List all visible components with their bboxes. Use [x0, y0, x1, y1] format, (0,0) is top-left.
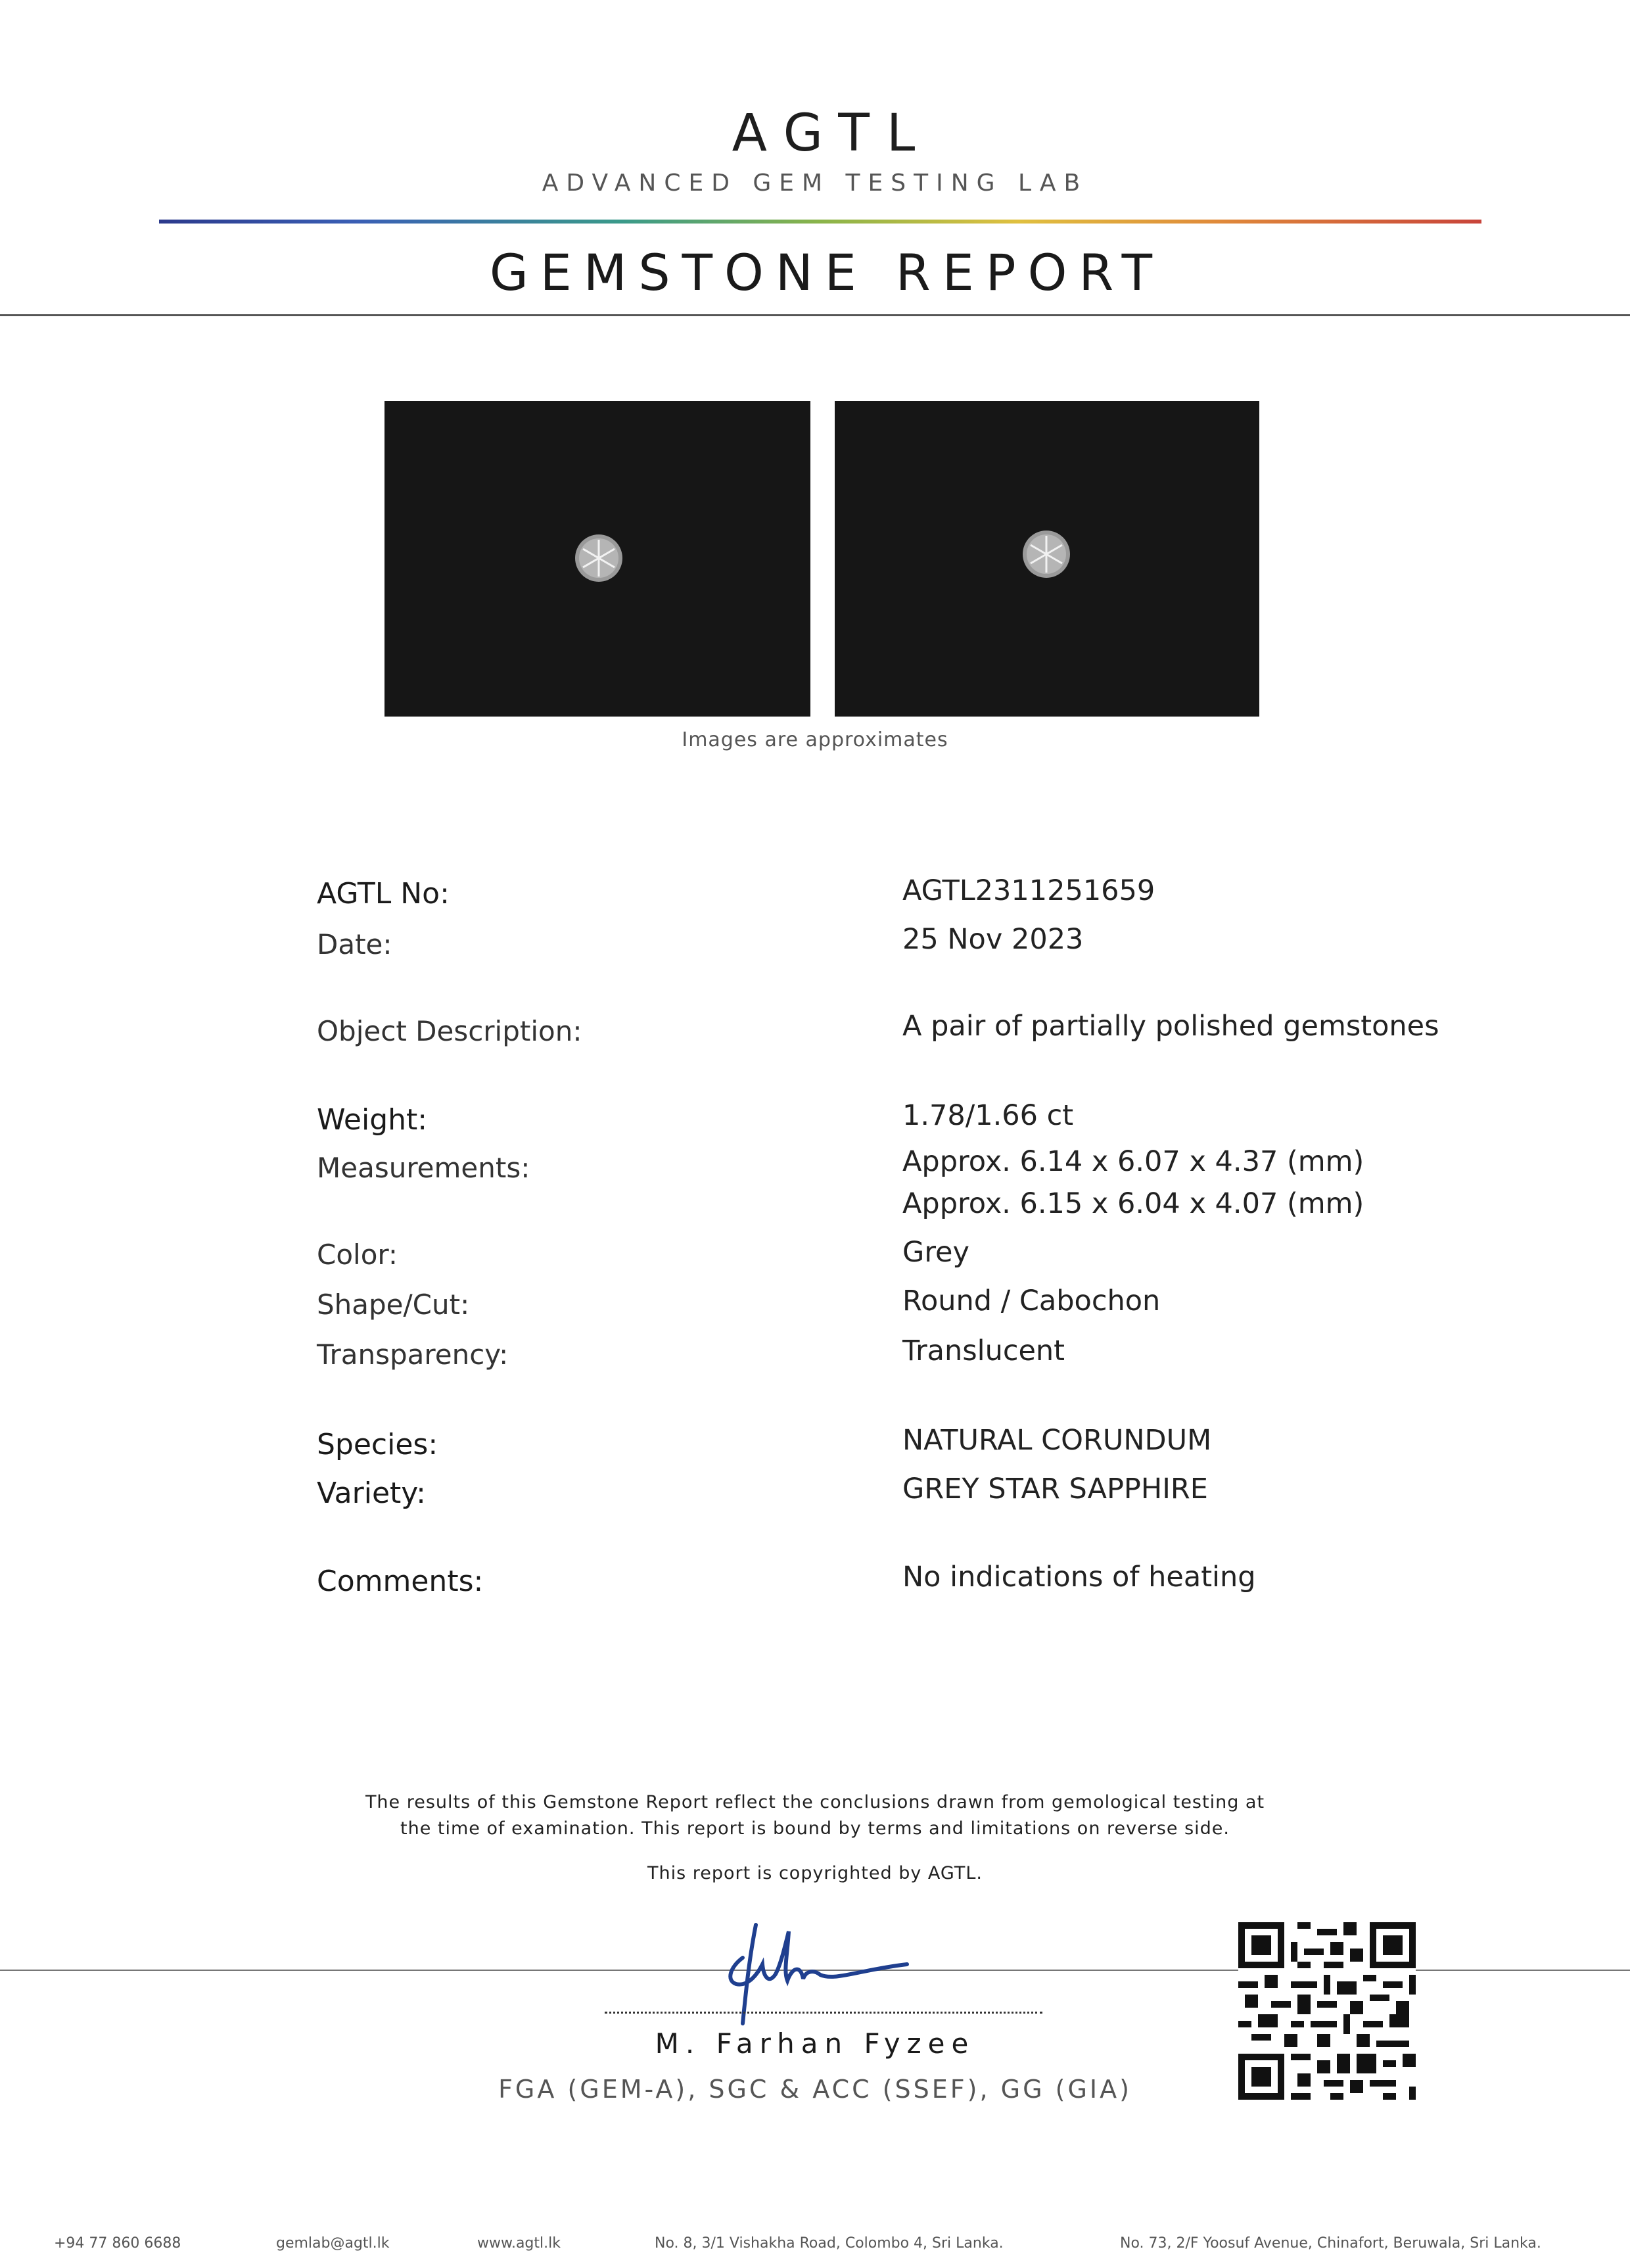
label-species: Species: [317, 1428, 438, 1461]
label-date: Date: [317, 928, 392, 960]
value-shape-cut: Round / Cabochon [902, 1285, 1161, 1317]
contact-address-colombo: No. 8, 3/1 Vishakha Road, Colombo 4, Sri Lanka. [655, 2235, 1004, 2252]
header-rule [0, 314, 1630, 316]
contact-phone: +94 77 860 6688 [54, 2235, 181, 2252]
star-sapphire-icon [384, 401, 810, 717]
value-date: 25 Nov 2023 [902, 923, 1084, 956]
label-object-description: Object Description: [317, 1015, 582, 1047]
value-color: Grey [902, 1236, 969, 1269]
contact-website[interactable]: www.agtl.lk [477, 2235, 561, 2252]
label-measurements: Measurements: [317, 1152, 530, 1184]
label-comments: Comments: [317, 1565, 484, 1598]
signer-name: M. Farhan Fyzee [655, 2027, 975, 2060]
contact-address-beruwala: No. 73, 2/F Yoosuf Avenue, Chinafort, Beruwala, Sri Lanka. [1120, 2235, 1541, 2252]
label-agtl-no: AGTL No: [317, 877, 450, 910]
value-species: NATURAL CORUNDUM [902, 1424, 1212, 1457]
label-color: Color: [317, 1239, 398, 1271]
image-caption: Images are approximates [682, 728, 948, 751]
stone-image-2 [835, 401, 1259, 717]
disclaimer-line-2: the time of examination. This report is bound by terms and limitations on reverse side. [400, 1818, 1230, 1839]
disclaimer [0, 1789, 1630, 1842]
star-sapphire-icon [835, 401, 1259, 717]
value-object-description: A pair of partially polished gemstones [902, 1010, 1439, 1043]
stone-image-1 [384, 401, 810, 717]
value-comments: No indications of heating [902, 1561, 1256, 1594]
label-transparency: Transparency: [317, 1338, 509, 1371]
qr-code-icon [1238, 1922, 1416, 2100]
value-measurements-2: Approx. 6.15 x 6.04 x 4.07 (mm) [902, 1187, 1364, 1220]
disclaimer-line-1: The results of this Gemstone Report reflect the conclusions drawn from gemological testing at [365, 1792, 1265, 1812]
lab-brand: AGTL [732, 104, 933, 163]
label-shape-cut: Shape/Cut: [317, 1288, 470, 1321]
signer-credentials: FGA (GEM-A), SGC & ACC (SSEF), GG (GIA) [498, 2075, 1132, 2104]
signature-line [605, 2012, 1042, 2014]
value-weight: 1.78/1.66 ct [902, 1099, 1074, 1132]
value-measurements-1: Approx. 6.14 x 6.07 x 4.37 (mm) [902, 1145, 1364, 1178]
label-variety: Variety: [317, 1477, 426, 1510]
value-transparency: Translucent [902, 1335, 1065, 1367]
copyright-notice: This report is copyrighted by AGTL. [647, 1863, 983, 1883]
value-variety: GREY STAR SAPPHIRE [902, 1473, 1208, 1505]
lab-subtitle: ADVANCED GEM TESTING LAB [542, 170, 1088, 197]
report-title: GEMSTONE REPORT [489, 243, 1165, 302]
value-agtl-no: AGTL2311251659 [902, 874, 1155, 907]
label-weight: Weight: [317, 1103, 428, 1137]
rainbow-divider [159, 220, 1481, 224]
contact-email[interactable]: gemlab@agtl.lk [276, 2235, 390, 2252]
